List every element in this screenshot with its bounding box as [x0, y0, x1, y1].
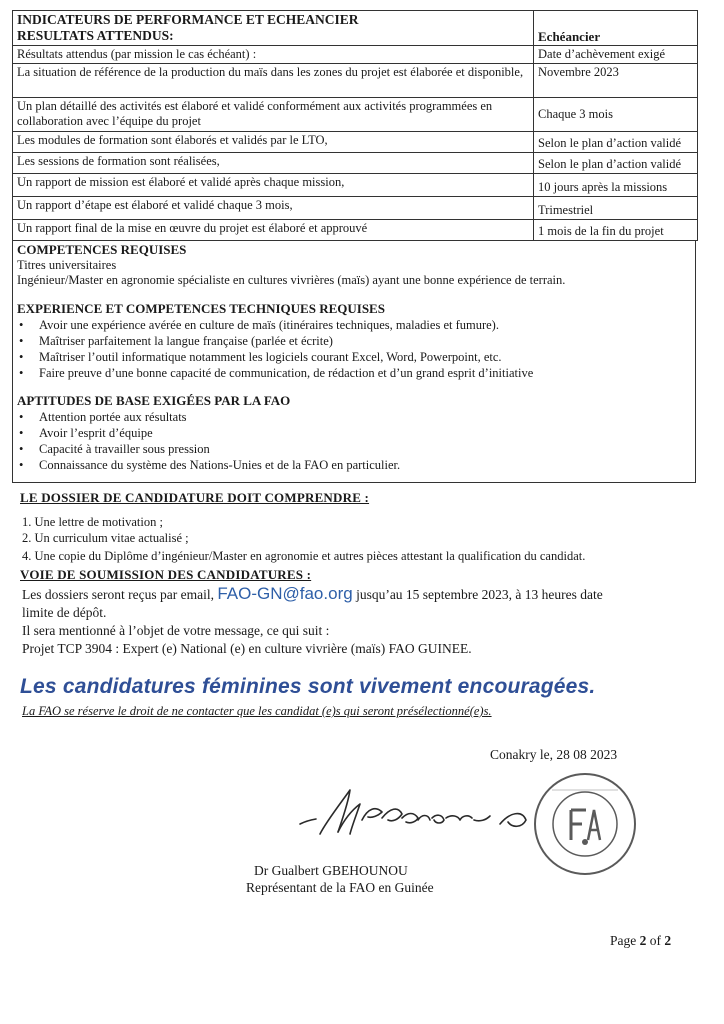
schedule-header-cell [534, 11, 698, 46]
submission-text: jusqu’au 15 septembre 2023, à 13 heures date [356, 587, 603, 602]
competences-line: Ingénieur/Master en agronomie spécialiste en cultures vivrières (maïs) ayant une bonne expérience de terrain. [17, 273, 566, 287]
row-result: Un rapport de mission est élaboré et validé après chaque mission, [17, 175, 345, 189]
row-deadline: 10 jours après la missions [538, 180, 668, 194]
performance-table [12, 10, 698, 241]
list-item: • Capacité à travailler sous pression [17, 441, 691, 457]
table-row [13, 98, 698, 132]
signatory-title: Représentant de la FAO en Guinée [246, 880, 434, 895]
date-header-cell [534, 46, 698, 64]
row-deadline: Novembre 2023 [538, 65, 619, 79]
signatory-name: Dr Gualbert GBEHOUNOU [254, 863, 408, 878]
fao-stamp [535, 774, 635, 874]
experience-title: EXPERIENCE ET COMPETENCES TECHNIQUES REQUISES [17, 301, 385, 316]
submission-line [22, 585, 702, 603]
table-row [13, 64, 698, 98]
schedule-header: Echéancier [538, 29, 601, 44]
email-link[interactable]: FAO-GN@fao.org [217, 584, 353, 603]
handwritten-signature [300, 790, 526, 834]
row-result: Un rapport d’étape est élaboré et validé chaque 3 mois, [17, 198, 293, 212]
table-title: INDICATEURS DE PERFORMANCE ET ECHEANCIER [17, 12, 359, 27]
row-deadline: Selon le plan d’action validé [538, 157, 682, 171]
row-result: Un plan détaillé des activités est élaboré et validé conformément aux activités programmées en collaboration avec l’équipe du projet [17, 99, 493, 128]
page-label: Page [610, 933, 637, 948]
aptitudes-title: APTITUDES DE BASE EXIGÉES PAR LA FAO [17, 393, 291, 408]
table-row [13, 132, 698, 153]
page-current: 2 [639, 933, 647, 948]
row-deadline: Selon le plan d’action validé [538, 136, 682, 150]
dossier-item: 2. Un curriculum vitae actualisé ; [22, 531, 189, 545]
page-total: 2 [664, 933, 672, 948]
place-date: Conakry le, 28 08 2023 [490, 747, 618, 762]
results-header-cell [13, 46, 534, 64]
dossier-item: 1. Une lettre de motivation ; [22, 515, 163, 529]
dossier-title: LE DOSSIER DE CANDIDATURE DOIT COMPRENDRE : [20, 490, 370, 505]
experience-list [17, 317, 691, 381]
competences-title: COMPETENCES REQUISES [17, 242, 187, 257]
list-item: • Avoir l’esprit d’équipe [17, 425, 691, 441]
list-item: • Avoir une expérience avérée en culture de maïs (itinéraires techniques, maladies et fumure). [17, 317, 691, 333]
page-number [610, 932, 671, 949]
row-deadline: Trimestriel [538, 203, 594, 217]
list-item: • Connaissance du système des Nations-Unies et de la FAO en particulier. [17, 457, 691, 473]
requirements-box [12, 241, 696, 483]
row-result: Les modules de formation sont élaborés et validés par le LTO, [17, 133, 328, 147]
page-of: of [649, 933, 661, 948]
row-deadline: 1 mois de la fin du projet [538, 224, 664, 238]
table-row [13, 153, 698, 174]
submission-line: Il sera mentionné à l’objet de votre message, ce qui suit : [22, 623, 330, 638]
table-subtitle: RESULTATS ATTENDUS: [17, 28, 174, 43]
results-header: Résultats attendus (par mission le cas échéant) : [17, 47, 257, 61]
list-item: • Maîtriser parfaitement la langue française (parlée et écrite) [17, 333, 691, 349]
row-result: La situation de référence de la production du maïs dans les zones du projet est élaborée et disponible, [17, 65, 524, 79]
row-result: Les sessions de formation sont réalisées, [17, 154, 220, 168]
date-header: Date d’achèvement exigé [538, 47, 666, 61]
encouragement-heading: Les candidatures féminines sont vivement encouragées. [20, 675, 596, 698]
row-result: Un rapport final de la mise en œuvre du projet est élaboré et approuvé [17, 221, 368, 235]
competences-line: Titres universitaires [17, 258, 117, 272]
list-item: • Maîtriser l’outil informatique notamment les logiciels courant Excel, Word, Powerpoint, etc. [17, 349, 691, 365]
list-item: • Attention portée aux résultats [17, 409, 691, 425]
aptitudes-list [17, 409, 691, 473]
submission-title: VOIE DE SOUMISSION DES CANDIDATURES : [20, 567, 312, 582]
table-row [13, 174, 698, 197]
table-row [13, 220, 698, 241]
submission-line: Projet TCP 3904 : Expert (e) National (e) en culture vivrière (maïs) FAO GUINEE. [22, 641, 472, 656]
row-deadline: Chaque 3 mois [538, 107, 613, 121]
reserve-note: La FAO se réserve le droit de ne contacter que les candidat (e)s qui seront présélectionné(e)s. [22, 704, 492, 718]
dossier-item: 4. Une copie du Diplôme d’ingénieur/Master en agronomie et autres pièces attestant la qualification du candidat. [22, 549, 586, 563]
submission-text: Les dossiers seront reçus par email, [22, 587, 214, 602]
submission-line: limite de dépôt. [22, 605, 107, 620]
table-row [13, 197, 698, 220]
table-title-cell [13, 11, 534, 46]
list-item: • Faire preuve d’une bonne capacité de communication, de rédaction et d’un grand esprit d’initiative [17, 365, 691, 381]
